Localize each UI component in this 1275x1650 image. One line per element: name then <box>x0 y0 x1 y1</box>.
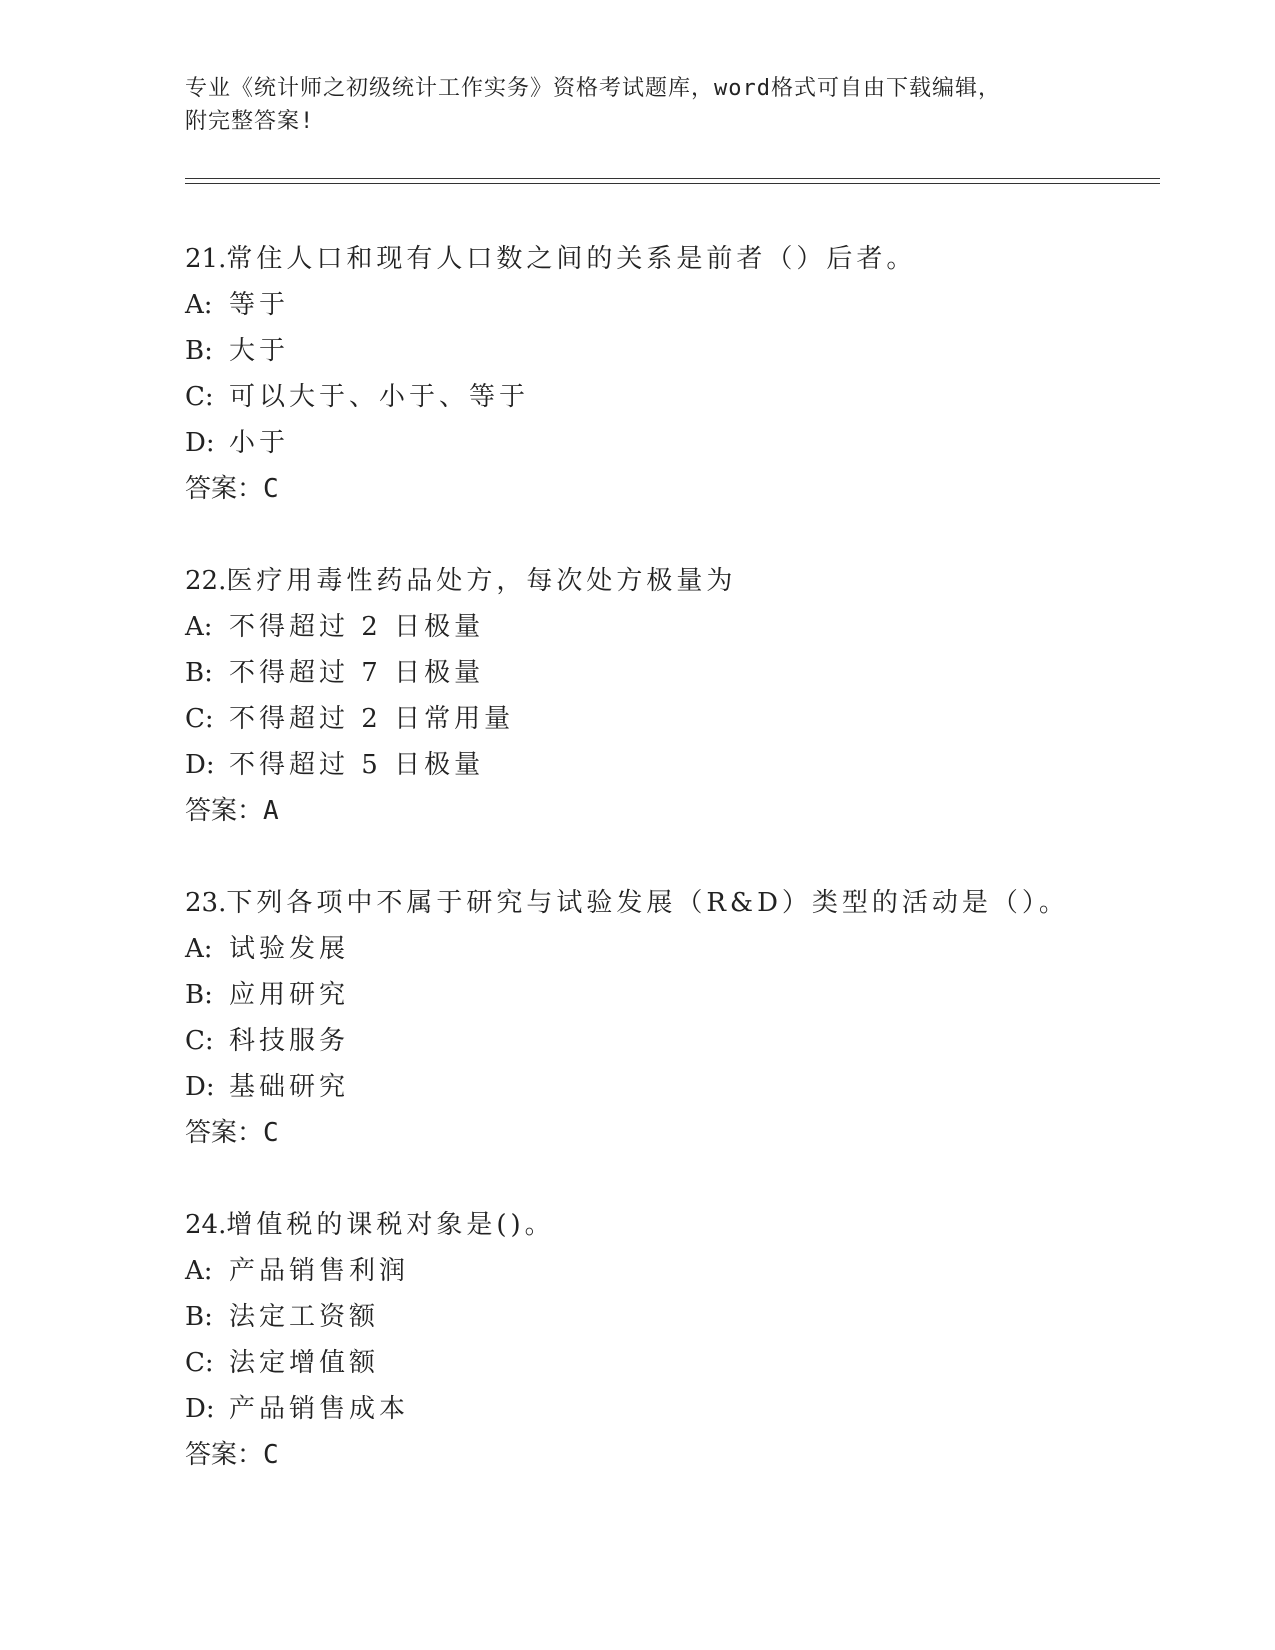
option-c <box>185 1018 1165 1064</box>
option-text: 产品销售利润 <box>229 1256 410 1286</box>
option-key: D: <box>185 428 215 458</box>
option-text: 不得超过 7 日极量 <box>229 658 485 688</box>
option-b <box>185 650 1165 696</box>
question-text: 医疗用毒性药品处方，每次处方极量为 <box>226 566 737 596</box>
header-line-2: 附完整答案! <box>185 109 315 134</box>
option-d <box>185 1386 1165 1432</box>
answer-line <box>185 466 1165 512</box>
option-text: 可以大于、小于、等于 <box>229 382 530 412</box>
option-d <box>185 420 1165 466</box>
answer-line <box>185 1110 1165 1156</box>
answer-value: A <box>263 796 279 826</box>
question-stem <box>185 1202 1165 1248</box>
answer-line <box>185 1432 1165 1478</box>
answer-label: 答案： <box>185 1440 264 1470</box>
option-key: A: <box>185 290 213 320</box>
option-a <box>185 282 1165 328</box>
option-key: C: <box>185 1348 214 1378</box>
question-22 <box>185 558 1165 834</box>
question-23 <box>185 880 1165 1156</box>
answer-line <box>185 788 1165 834</box>
answer-value: C <box>263 474 279 504</box>
option-key: D: <box>185 750 215 780</box>
option-text: 产品销售成本 <box>229 1394 410 1424</box>
header-divider-top <box>185 178 1160 179</box>
answer-label: 答案： <box>185 1118 264 1148</box>
option-key: C: <box>185 382 214 412</box>
option-key: D: <box>185 1394 215 1424</box>
option-b <box>185 1294 1165 1340</box>
question-stem <box>185 558 1165 604</box>
answer-label: 答案： <box>185 474 264 504</box>
option-b <box>185 328 1165 374</box>
question-text: 增值税的课税对象是()。 <box>226 1210 555 1240</box>
question-stem <box>185 236 1165 282</box>
option-key: A: <box>185 1256 213 1286</box>
option-text: 基础研究 <box>229 1072 350 1102</box>
option-key: B: <box>185 336 213 366</box>
option-text: 不得超过 2 日极量 <box>229 612 485 642</box>
option-text: 不得超过 2 日常用量 <box>229 704 515 734</box>
question-number: 23. <box>185 888 227 918</box>
option-text: 法定增值额 <box>229 1348 380 1378</box>
header-divider-bottom <box>185 183 1160 184</box>
question-number: 21. <box>185 244 227 274</box>
option-a <box>185 926 1165 972</box>
question-number: 24. <box>185 1210 227 1240</box>
answer-value: C <box>263 1118 279 1148</box>
option-text: 等于 <box>229 290 290 320</box>
option-b <box>185 972 1165 1018</box>
option-key: C: <box>185 704 214 734</box>
option-c <box>185 374 1165 420</box>
question-text: 常住人口和现有人口数之间的关系是前者（）后者。 <box>226 244 917 274</box>
option-a <box>185 1248 1165 1294</box>
option-key: B: <box>185 980 213 1010</box>
question-24 <box>185 1202 1165 1478</box>
header-line-1: 专业《统计师之初级统计工作实务》资格考试题库，word格式可自由下载编辑， <box>185 76 1001 101</box>
document-header <box>185 72 1065 138</box>
question-number: 22. <box>185 566 227 596</box>
answer-label: 答案： <box>185 796 264 826</box>
option-a <box>185 604 1165 650</box>
question-text: 下列各项中不属于研究与试验发展（R&D）类型的活动是（）。 <box>226 888 1069 918</box>
option-text: 试验发展 <box>229 934 350 964</box>
question-stem <box>185 880 1165 926</box>
option-key: D: <box>185 1072 215 1102</box>
answer-value: C <box>263 1440 279 1470</box>
option-text: 不得超过 5 日极量 <box>229 750 485 780</box>
option-key: B: <box>185 1302 213 1332</box>
option-c <box>185 696 1165 742</box>
option-text: 小于 <box>229 428 290 458</box>
question-21 <box>185 236 1165 512</box>
option-text: 科技服务 <box>229 1026 350 1056</box>
option-key: B: <box>185 658 213 688</box>
option-text: 法定工资额 <box>229 1302 380 1332</box>
option-key: A: <box>185 612 213 642</box>
option-key: A: <box>185 934 213 964</box>
option-c <box>185 1340 1165 1386</box>
option-text: 应用研究 <box>229 980 350 1010</box>
option-d <box>185 1064 1165 1110</box>
option-key: C: <box>185 1026 214 1056</box>
option-text: 大于 <box>229 336 290 366</box>
option-d <box>185 742 1165 788</box>
